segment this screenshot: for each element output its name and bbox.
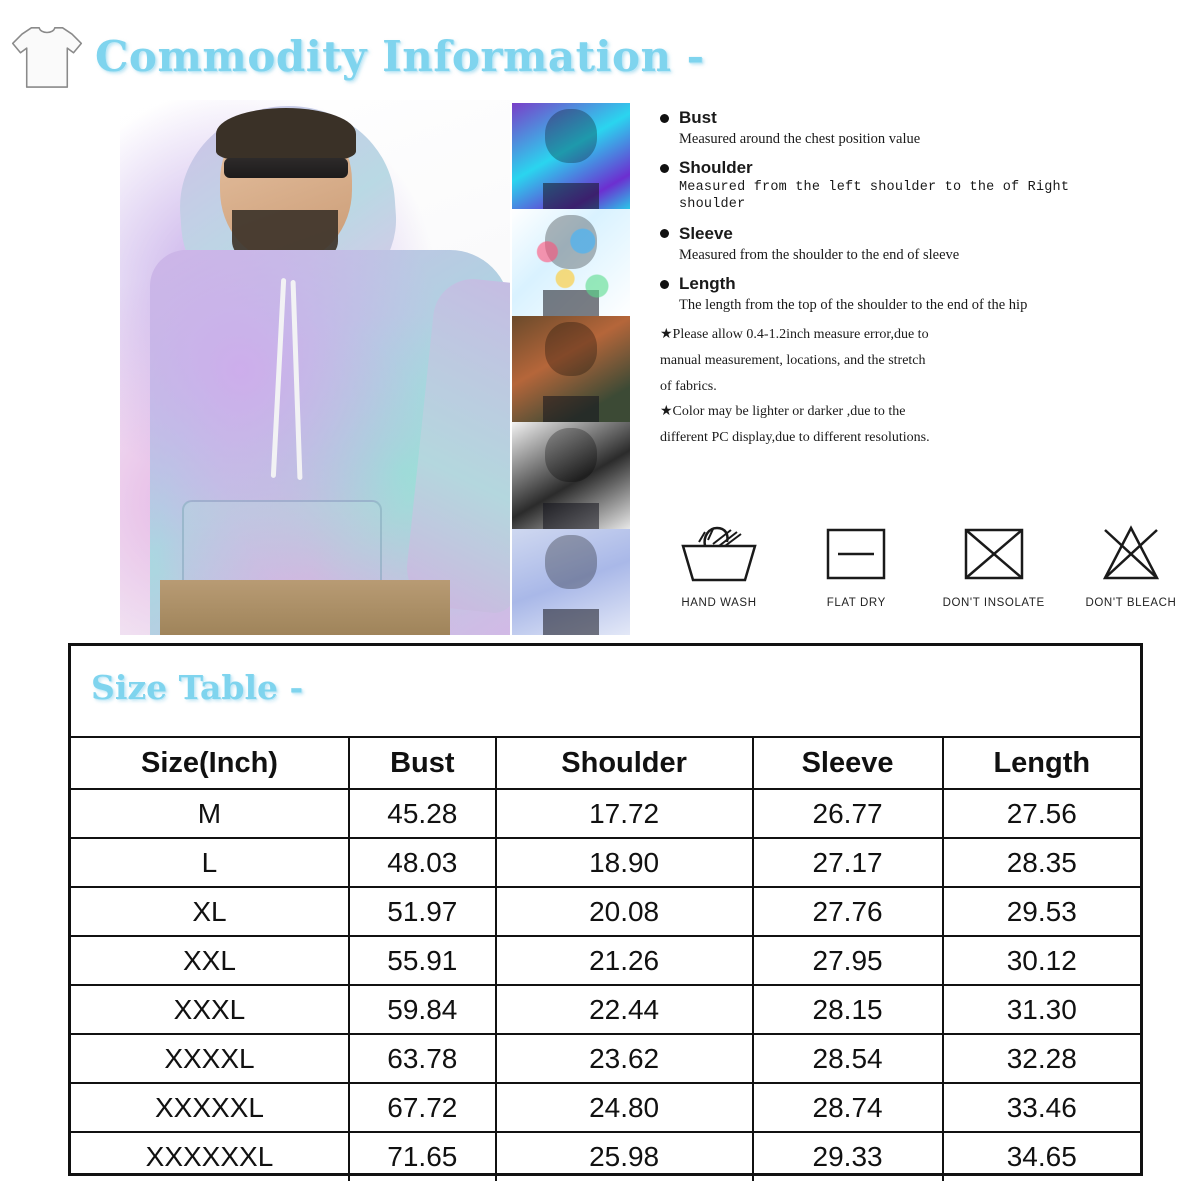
cell-bust: 45.28 — [349, 789, 496, 838]
note-bust — [660, 108, 1090, 148]
table-row — [71, 887, 1140, 936]
table-row — [71, 985, 1140, 1034]
dont-bleach-icon — [1087, 520, 1175, 586]
thumbnail-hoodie-light-blue-tiedye[interactable] — [512, 529, 630, 635]
cell-length: 29.53 — [943, 887, 1140, 936]
disclaimer-line-2: manual measurement, locations, and the stretch — [660, 352, 926, 368]
cell-shoulder: 23.62 — [496, 1034, 753, 1083]
cell-shoulder: 17.72 — [496, 789, 753, 838]
model-pants — [160, 580, 450, 635]
thumb-model-head — [545, 109, 597, 163]
care-label: FLAT DRY — [826, 597, 886, 609]
table-header-row — [71, 737, 1140, 789]
thumb-model-legs — [543, 183, 599, 209]
bullet-icon — [660, 280, 669, 289]
note-description: Measured from the left shoulder to the of Right shoulder — [679, 180, 1070, 212]
column-header-shoulder: Shoulder — [496, 737, 753, 789]
cell-length: 30.12 — [943, 936, 1140, 985]
disclaimer-line-4: ★Color may be lighter or darker ,due to the — [660, 404, 906, 420]
table-row — [71, 936, 1140, 985]
cell-bust: 48.03 — [349, 838, 496, 887]
disclaimer-line-5: different PC display,due to different resolutions. — [660, 429, 930, 445]
thumb-model-legs — [543, 503, 599, 529]
thumbnail-hoodie-brown-green-pattern[interactable] — [512, 316, 630, 422]
cell-bust: 51.97 — [349, 887, 496, 936]
cell-length: 32.28 — [943, 1034, 1140, 1083]
cell-length: 34.65 — [943, 1132, 1140, 1181]
cell-bust: 55.91 — [349, 936, 496, 985]
thumbnail-hoodie-purple-blue-tiedye[interactable] — [512, 103, 630, 209]
cell-bust: 59.84 — [349, 985, 496, 1034]
note-bust-heading — [660, 108, 1090, 128]
thumbnail-hoodie-white-paint-splatter[interactable] — [512, 209, 630, 315]
table-row — [71, 1132, 1140, 1181]
column-header-size: Size(Inch) — [71, 737, 349, 789]
cell-size: L — [71, 838, 349, 887]
cell-size: XXXXXXL — [71, 1132, 349, 1181]
table-row — [71, 1083, 1140, 1132]
thumb-model-legs — [543, 609, 599, 635]
cell-sleeve: 27.17 — [753, 838, 943, 887]
cell-shoulder: 21.26 — [496, 936, 753, 985]
thumb-model-head — [545, 535, 597, 589]
page-title: Commodity Information - — [95, 32, 705, 81]
column-header-bust: Bust — [349, 737, 496, 789]
table-row — [71, 1034, 1140, 1083]
disclaimer-line-1: ★Please allow 0.4-1.2inch measure error,due to — [660, 327, 929, 343]
thumb-model-head — [545, 322, 597, 376]
size-table — [71, 736, 1140, 1181]
note-term: Length — [679, 274, 736, 293]
bullet-icon — [660, 164, 669, 173]
note-sleeve-heading — [660, 224, 1090, 244]
note-sleeve — [660, 224, 1090, 264]
bullet-icon — [660, 114, 669, 123]
cell-sleeve: 27.95 — [753, 936, 943, 985]
note-term: Sleeve — [679, 223, 733, 243]
column-header-sleeve: Sleeve — [753, 737, 943, 789]
flat-dry-icon — [812, 520, 900, 586]
note-shoulder — [660, 158, 1090, 214]
cell-size: M — [71, 789, 349, 838]
main-product-image — [120, 100, 510, 635]
note-length — [660, 274, 1090, 314]
cell-shoulder: 24.80 — [496, 1083, 753, 1132]
column-header-length: Length — [943, 737, 1140, 789]
cell-sleeve: 28.74 — [753, 1083, 943, 1132]
cell-sleeve: 28.54 — [753, 1034, 943, 1083]
care-label: DON'T BLEACH — [1085, 597, 1177, 609]
cell-size: XXXL — [71, 985, 349, 1034]
table-row — [71, 838, 1140, 887]
note-term: Bust — [679, 108, 717, 127]
cell-size: XL — [71, 887, 349, 936]
hand-wash-icon — [675, 520, 763, 586]
table-row — [71, 789, 1140, 838]
thumb-model-head — [545, 215, 597, 269]
thumbnail-hoodie-black-white-marble[interactable] — [512, 422, 630, 528]
care-instructions — [655, 520, 1195, 609]
model-hair — [216, 108, 356, 160]
tshirt-icon — [8, 20, 86, 98]
cell-bust: 63.78 — [349, 1034, 496, 1083]
cell-shoulder: 25.98 — [496, 1132, 753, 1181]
thumb-model-legs — [543, 396, 599, 422]
cell-sleeve: 26.77 — [753, 789, 943, 838]
care-label: DON'T INSOLATE — [942, 597, 1045, 609]
cell-length: 27.56 — [943, 789, 1140, 838]
cell-size: XXL — [71, 936, 349, 985]
size-table-panel — [68, 643, 1143, 1176]
cell-sleeve: 29.33 — [753, 1132, 943, 1181]
dont-insolate-icon — [950, 520, 1038, 586]
cell-size: XXXXXL — [71, 1083, 349, 1132]
thumbnail-strip — [512, 103, 630, 635]
thumb-model-head — [545, 428, 597, 482]
cell-bust: 71.65 — [349, 1132, 496, 1181]
cell-shoulder: 18.90 — [496, 838, 753, 887]
cell-sleeve: 27.76 — [753, 887, 943, 936]
care-hand-wash — [655, 520, 783, 609]
care-dont-insolate — [930, 520, 1058, 609]
cell-bust: 67.72 — [349, 1083, 496, 1132]
cell-shoulder: 20.08 — [496, 887, 753, 936]
care-label: HAND WASH — [681, 597, 757, 609]
care-dont-bleach — [1067, 520, 1195, 609]
note-description: Measured around the chest position value — [679, 131, 921, 147]
note-description: The length from the top of the shoulder to the end of the hip — [679, 297, 1028, 313]
cell-length: 31.30 — [943, 985, 1140, 1034]
bullet-icon — [660, 229, 669, 238]
cell-size: XXXXL — [71, 1034, 349, 1083]
thumb-model-legs — [543, 290, 599, 316]
note-description: Measured from the shoulder to the end of sleeve — [679, 246, 960, 263]
cell-length: 33.46 — [943, 1083, 1140, 1132]
cell-length: 28.35 — [943, 838, 1140, 887]
note-length-heading — [660, 274, 1090, 294]
sunglasses-icon — [224, 158, 348, 178]
note-shoulder-heading — [660, 158, 1090, 178]
cell-sleeve: 28.15 — [753, 985, 943, 1034]
size-table-title: Size Table - — [91, 668, 304, 707]
disclaimer-line-3: of fabrics. — [660, 378, 717, 394]
note-term: Shoulder — [679, 158, 753, 178]
measurement-notes — [660, 108, 1090, 449]
cell-shoulder: 22.44 — [496, 985, 753, 1034]
care-flat-dry — [792, 520, 920, 609]
